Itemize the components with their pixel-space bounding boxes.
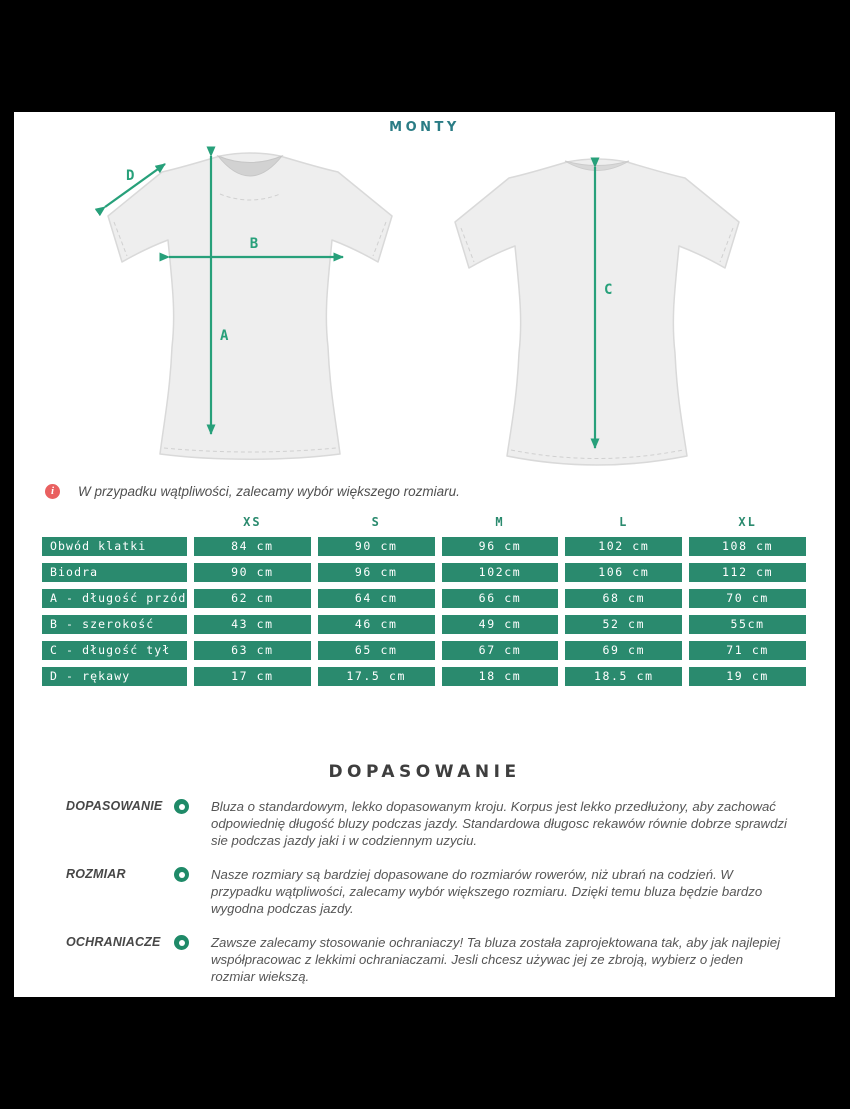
table-cell: 96 cm [442, 537, 559, 556]
table-cell: 49 cm [442, 615, 559, 634]
size-column-header-l: L [619, 515, 629, 529]
table-cell: 69 cm [565, 641, 682, 660]
measure-label-c: C [604, 282, 613, 298]
table-row-label: A - długość przód [42, 589, 187, 608]
table-row-label: B - szerokość [42, 615, 187, 634]
back-shirt-illustration [455, 159, 739, 465]
table-cell: 17 cm [194, 667, 311, 686]
bullet-icon [174, 935, 189, 950]
info-icon: i [45, 484, 60, 499]
table-row-label: D - rękawy [42, 667, 187, 686]
size-column-header-xs: XS [243, 515, 262, 529]
size-column-header-m: M [495, 515, 505, 529]
table-row-label: C - długość tył [42, 641, 187, 660]
table-cell: 43 cm [194, 615, 311, 634]
table-cell: 46 cm [318, 615, 435, 634]
table-cell: 108 cm [689, 537, 806, 556]
table-cell: 18.5 cm [565, 667, 682, 686]
bullet-icon [174, 867, 189, 882]
table-row-label: Obwód klatki [42, 537, 187, 556]
size-guide-page [14, 112, 835, 997]
table-cell: 90 cm [194, 563, 311, 582]
table-cell: 17.5 cm [318, 667, 435, 686]
fit-item-text: Nasze rozmiary są bardziej dopasowane do rozmiarów rowerów, niż ubrań na codzień. W przypadku wątpliwości, zalecamy wybór większego rozmiaru. Dzięki temu bluza będzie bardzo wygodna podczas jazdy. [211, 867, 763, 916]
measure-label-a: A [220, 328, 229, 344]
measure-label-b: B [249, 236, 259, 252]
table-cell: 65 cm [318, 641, 435, 660]
table-cell: 102cm [442, 563, 559, 582]
measure-label-d: D [126, 168, 135, 184]
table-cell: 102 cm [565, 537, 682, 556]
size-table [42, 514, 806, 686]
fit-section-heading: DOPASOWANIE [328, 762, 521, 782]
fit-item-label: ROZMIAR [66, 867, 126, 881]
table-cell: 66 cm [442, 589, 559, 608]
shirt-measurement-diagram [14, 142, 835, 477]
table-cell: 70 cm [689, 589, 806, 608]
table-cell: 106 cm [565, 563, 682, 582]
table-corner-spacer [42, 514, 187, 530]
table-cell: 62 cm [194, 589, 311, 608]
table-cell: 67 cm [442, 641, 559, 660]
page-title: MONTY [389, 120, 460, 135]
size-column-header-xl: XL [738, 515, 757, 529]
table-cell: 52 cm [565, 615, 682, 634]
fit-item-text: Bluza o standardowym, lekko dopasowanym kroju. Korpus jest lekko przedłużony, aby zachować odpowiednię długość bluzy podczas jazdy. Standardowa długosc rekawów równie dobrze sprawdzi sie podczas jazdy jaki i w codziennym uzyciu. [211, 799, 787, 848]
table-cell: 90 cm [318, 537, 435, 556]
table-cell: 19 cm [689, 667, 806, 686]
note-text: W przypadku wątpliwości, zalecamy wybór większego rozmiaru. [78, 484, 460, 499]
table-cell: 18 cm [442, 667, 559, 686]
table-cell: 68 cm [565, 589, 682, 608]
table-row-label: Biodra [42, 563, 187, 582]
bullet-icon [174, 799, 189, 814]
table-cell: 96 cm [318, 563, 435, 582]
fit-item-label: DOPASOWANIE [66, 799, 163, 813]
table-cell: 64 cm [318, 589, 435, 608]
table-cell: 71 cm [689, 641, 806, 660]
table-cell: 55cm [689, 615, 806, 634]
fit-item-text: Zawsze zalecamy stosowanie ochraniaczy! Ta bluza została zaprojektowana tak, aby jak najlepiej współpracowac z lekkimi ochraniaczami. Jesli chcesz używac jej ze zbroją, wybierz o jeden rozmiar wiekszą. [211, 935, 781, 984]
size-column-header-s: S [371, 515, 381, 529]
fit-item-label: OCHRANIACZE [66, 935, 161, 949]
table-cell: 84 cm [194, 537, 311, 556]
table-cell: 112 cm [689, 563, 806, 582]
table-cell: 63 cm [194, 641, 311, 660]
front-shirt-illustration [108, 153, 392, 459]
